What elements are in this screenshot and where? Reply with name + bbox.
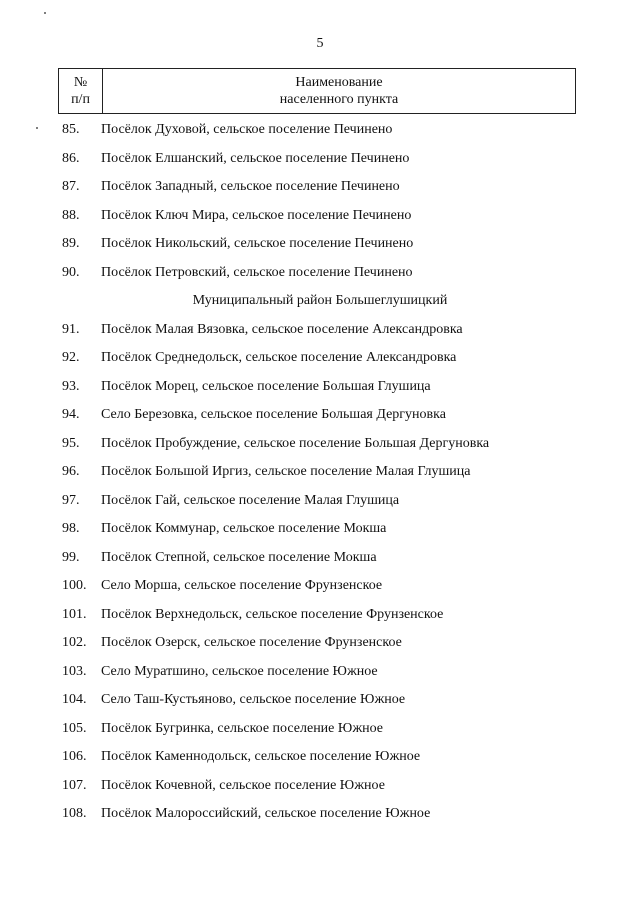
list-item — [0, 230, 640, 259]
header-name-line2: населенного пункта — [279, 92, 399, 107]
item-number: 90. — [62, 264, 80, 280]
page-number: 5 — [316, 36, 324, 51]
item-number: 97. — [62, 492, 80, 508]
settlement-name: Посёлок Ключ Мира, сельское поселение Печинено — [101, 207, 412, 223]
item-number: 98. — [62, 521, 80, 536]
item-number: 96. — [62, 464, 80, 479]
scan-speck-1 — [44, 12, 46, 14]
settlement-name: Посёлок Малая Вязовка, сельское поселение Александровка — [101, 321, 463, 337]
settlement-name: Посёлок Коммунар, сельское поселение Мокша — [101, 521, 387, 536]
item-number: 106. — [62, 749, 87, 764]
header-number-abbrev: п/п — [71, 92, 90, 107]
list-item — [0, 487, 640, 516]
list-item — [0, 259, 640, 288]
list-item — [0, 715, 640, 744]
item-number: 91. — [62, 321, 80, 337]
item-number: 100. — [62, 578, 87, 593]
header-name-line1: Наименование — [295, 75, 383, 90]
list-item — [0, 116, 640, 145]
list-item — [0, 658, 640, 687]
list-item — [0, 572, 640, 601]
settlement-name: Посёлок Большой Иргиз, сельское поселение Малая Глушица — [101, 464, 471, 479]
list-item — [0, 800, 640, 829]
settlement-list — [0, 116, 640, 829]
list-item — [0, 173, 640, 202]
list-item — [0, 458, 640, 487]
item-number: 86. — [62, 150, 80, 166]
list-item — [0, 629, 640, 658]
settlement-name: Посёлок Кочевной, сельское поселение Южное — [101, 777, 385, 793]
item-number: 108. — [62, 806, 87, 821]
list-item — [0, 544, 640, 573]
section-heading-row — [0, 287, 640, 316]
item-number: 85. — [62, 122, 80, 137]
settlement-name: Посёлок Бугринка, сельское поселение Южное — [101, 720, 384, 736]
list-item — [0, 686, 640, 715]
table-header — [58, 68, 576, 114]
settlement-name: Посёлок Среднедольск, сельское поселение Александровка — [101, 350, 457, 365]
settlement-name: Посёлок Духовой, сельское поселение Печинено — [101, 122, 393, 137]
item-number: 92. — [62, 350, 80, 365]
settlement-name: Посёлок Гай, сельское поселение Малая Глушица — [101, 492, 400, 508]
list-item — [0, 145, 640, 174]
item-number: 105. — [62, 720, 87, 736]
settlement-name: Посёлок Малороссийский, сельское поселение Южное — [101, 806, 431, 821]
list-item — [0, 601, 640, 630]
settlement-name: Посёлок Петровский, сельское поселение Печинено — [101, 264, 413, 280]
settlement-name: Село Таш-Кустьяново, сельское поселение Южное — [101, 692, 406, 707]
settlement-name: Посёлок Степной, сельское поселение Мокша — [101, 549, 377, 565]
settlement-name: Село Муратшино, сельское поселение Южное — [101, 663, 378, 679]
settlement-name: Посёлок Каменнодольск, сельское поселение Южное — [101, 749, 421, 764]
list-item — [0, 430, 640, 459]
settlement-name: Посёлок Пробуждение, сельское поселение Большая Дергуновка — [101, 435, 490, 451]
item-number: 104. — [62, 692, 87, 707]
item-number: 94. — [62, 407, 80, 422]
header-name-cell — [103, 69, 575, 113]
list-item — [0, 401, 640, 430]
header-number-symbol: № — [73, 75, 88, 90]
settlement-name: Село Березовка, сельское поселение Большая Дергуновка — [101, 407, 446, 422]
item-number: 89. — [62, 236, 80, 251]
settlement-name: Село Морша, сельское поселение Фрунзенское — [101, 578, 383, 593]
item-number: 93. — [62, 378, 80, 394]
item-number: 88. — [62, 207, 80, 223]
item-number: 107. — [62, 777, 87, 793]
section-heading: Муниципальный район Большеглушицкий — [192, 293, 448, 308]
item-number: 103. — [62, 663, 87, 679]
list-item — [0, 743, 640, 772]
item-number: 87. — [62, 179, 80, 194]
settlement-name: Посёлок Верхнедольск, сельское поселение Фрунзенское — [101, 606, 444, 622]
settlement-name: Посёлок Озерск, сельское поселение Фрунзенское — [101, 635, 402, 650]
list-item — [0, 772, 640, 801]
item-number: 102. — [62, 635, 87, 650]
settlement-name: Посёлок Морец, сельское поселение Большая Глушица — [101, 378, 431, 394]
header-number-cell — [59, 69, 103, 113]
settlement-name: Посёлок Елшанский, сельское поселение Печинено — [101, 150, 410, 166]
list-item — [0, 515, 640, 544]
item-number: 99. — [62, 549, 80, 565]
list-item — [0, 373, 640, 402]
settlement-name: Посёлок Никольский, сельское поселение Печинено — [101, 236, 414, 251]
settlement-name: Посёлок Западный, сельское поселение Печинено — [101, 179, 400, 194]
item-number: 95. — [62, 435, 80, 451]
list-item — [0, 316, 640, 345]
list-item — [0, 202, 640, 231]
item-number: 101. — [62, 606, 87, 622]
list-item — [0, 344, 640, 373]
